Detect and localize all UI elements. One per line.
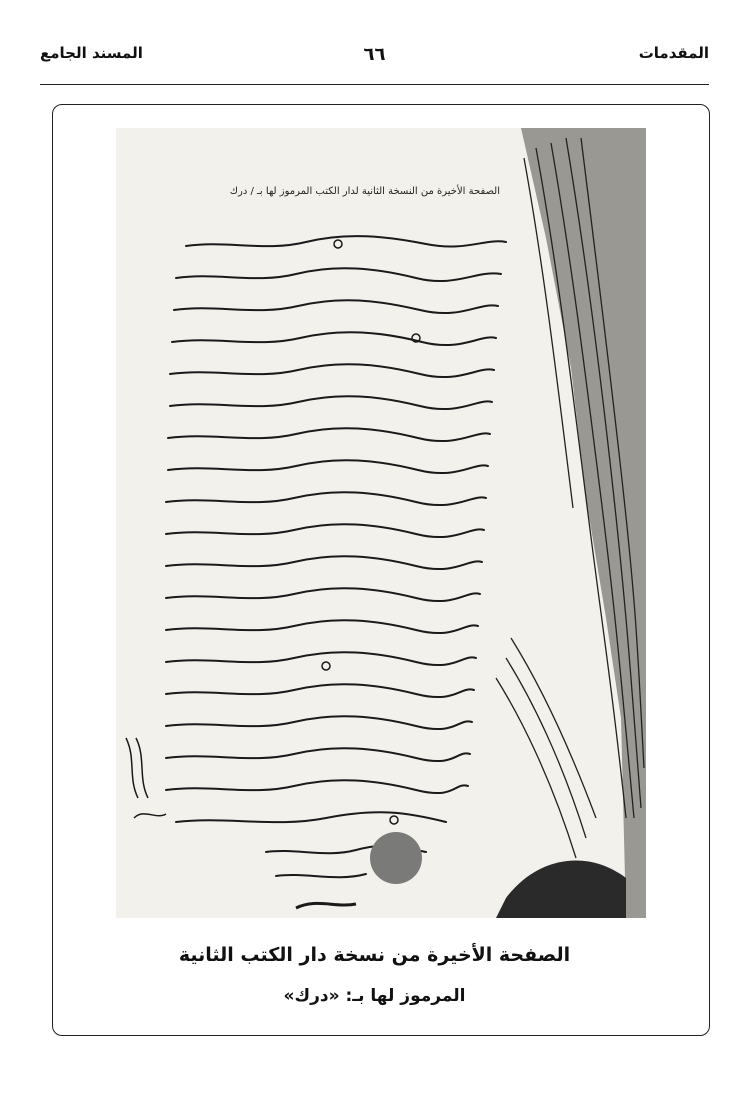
page-header [40, 44, 709, 74]
page-number: ٦٦ [363, 44, 386, 65]
book-title: المسند الجامع [40, 44, 143, 62]
caption-subtitle: المرموز لها بـ: «درك» [283, 986, 466, 1006]
manuscript-printed-label: الصفحة الأخيرة من النسخة الثانية لدار الكتب المرموز لها بـ / درك [229, 186, 500, 197]
header-divider [40, 84, 709, 85]
section-title: المقدمات [638, 44, 709, 62]
caption-title: الصفحة الأخيرة من نسخة دار الكتب الثانية [178, 944, 571, 966]
manuscript-scan [66, 118, 648, 924]
manuscript-image [66, 118, 648, 924]
